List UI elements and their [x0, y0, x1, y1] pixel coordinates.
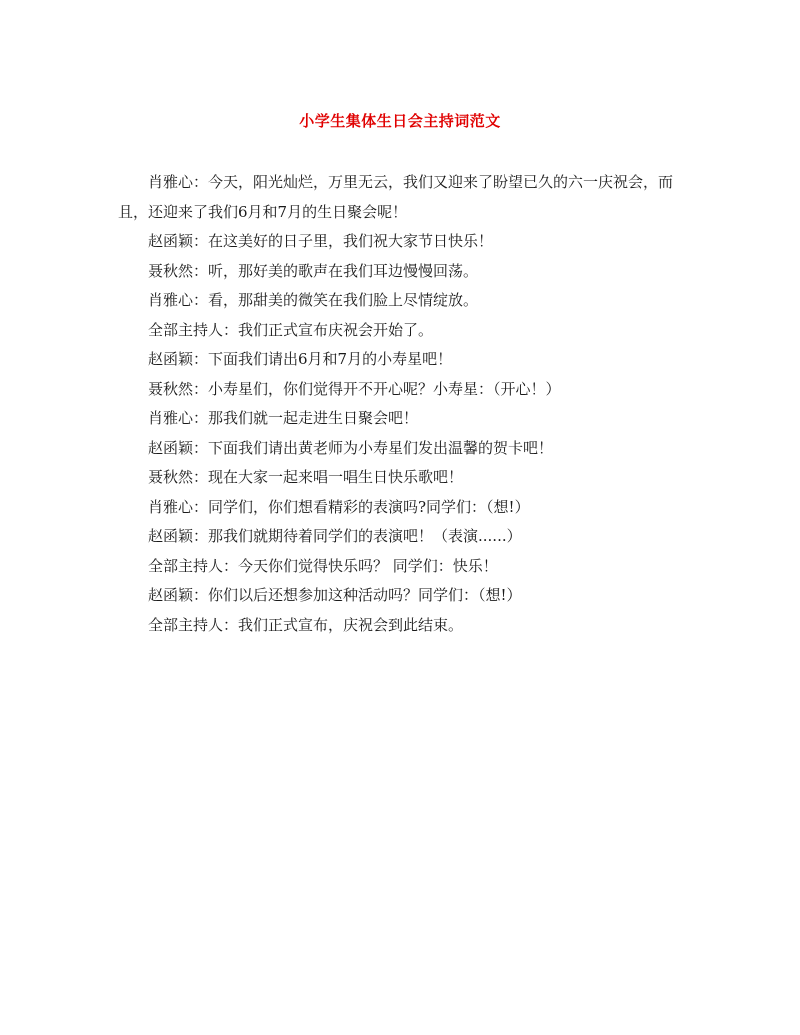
- document-title: 小学生集体生日会主持词范文: [299, 112, 501, 130]
- paragraph: 全部主持人：我们正式宣布，庆祝会到此结束。: [148, 615, 464, 634]
- paragraph: 肖雅心：那我们就一起走进生日聚会吧！: [148, 409, 419, 427]
- paragraph: 全部主持人：今天你们觉得快乐吗？ 同学们：快乐！: [148, 556, 498, 575]
- paragraph: 聂秋然：听，那好美的歌声在我们耳边慢慢回荡。: [148, 261, 479, 280]
- paragraph: 全部主持人：我们正式宣布庆祝会开始了。: [148, 320, 434, 339]
- paragraph: 聂秋然：小寿星们，你们觉得开不开心呢？小寿星：（开心！）: [148, 379, 561, 398]
- paragraph: 赵函颖：你们以后还想参加这种活动吗？同学们：（想!）: [148, 586, 522, 604]
- paragraph: 肖雅心：同学们，你们想看精彩的表演吗?同学们：（想!）: [148, 497, 530, 516]
- paragraph: 赵函颖：下面我们请出黄老师为小寿星们发出温馨的贺卡吧！: [148, 438, 554, 457]
- paragraph: 聂秋然：现在大家一起来唱一唱生日快乐歌吧！: [148, 468, 464, 486]
- paragraph: 赵函颖：那我们就期待着同学们的表演吧！（表演......）: [148, 527, 522, 545]
- document-body: [118, 168, 698, 640]
- paragraph: 肖雅心：看，那甜美的微笑在我们脸上尽情绽放。: [148, 291, 479, 309]
- paragraph: 肖雅心：今天，阳光灿烂，万里无云，我们又迎来了盼望已久的六一庆祝会，而且，还迎来了我们6月和7月的生日聚会呢！: [118, 173, 674, 221]
- paragraph: 赵函颖：在这美好的日子里，我们祝大家节日快乐！: [148, 232, 494, 250]
- paragraph: 赵函颖：下面我们请出6月和7月的小寿星吧！: [148, 350, 453, 368]
